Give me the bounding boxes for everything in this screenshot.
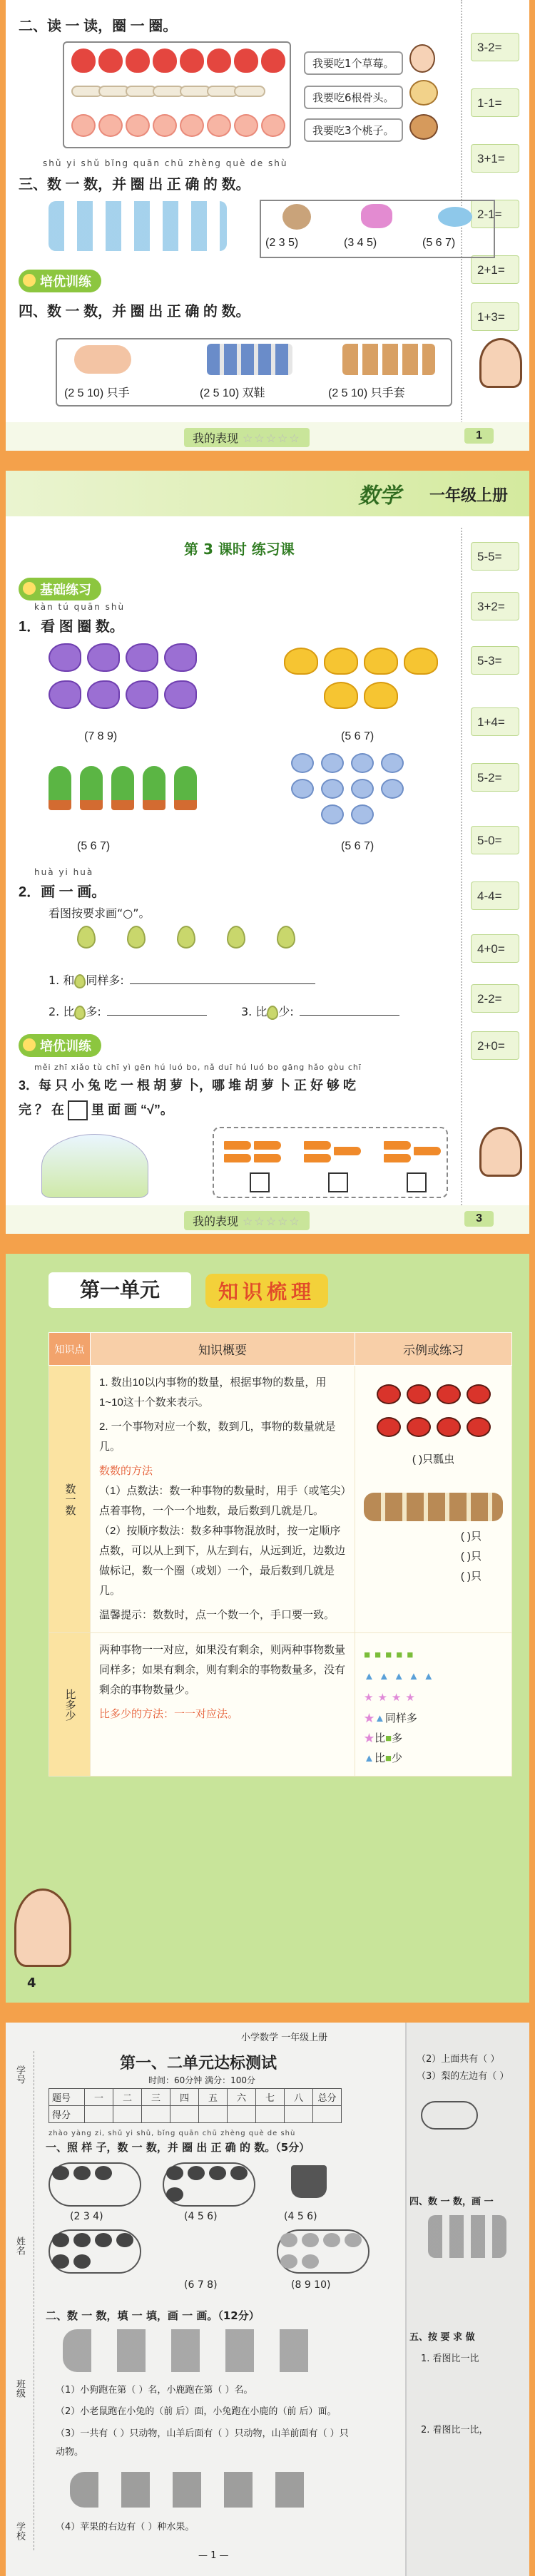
ladybug-icon [377, 1384, 401, 1404]
fish-icon [438, 207, 472, 227]
score-col: 总分 [313, 2089, 342, 2106]
table-header-row [49, 1333, 512, 1366]
example-cell [355, 1366, 512, 1633]
option-label[interactable]: (3 4 5) [344, 237, 377, 249]
task4-box [56, 338, 452, 407]
answer-chip[interactable]: 5-0= [471, 826, 519, 854]
summary-line: 1. 数出10以内事物的数量，根据事物的数量，用1~10这十个数来表示。 [99, 1376, 327, 1409]
carrot-box [213, 1127, 448, 1198]
q3-line2: 完 ？ 在 里 面 画 “√”。 [19, 1100, 173, 1120]
dot-icon [52, 2254, 69, 2269]
example-cell [355, 1633, 512, 1777]
cactus-icon[interactable] [49, 766, 71, 810]
fish-icon[interactable] [87, 643, 120, 672]
mouse-icon[interactable] [351, 753, 374, 773]
balloon-row [77, 926, 334, 961]
knowledge-page [6, 1254, 529, 2003]
score-table [49, 2088, 342, 2123]
example-answer[interactable]: ( )只瓢虫 [412, 1453, 455, 1466]
counting-oval [49, 2162, 141, 2207]
score-col: 一 [85, 2089, 113, 2106]
knowledge-table [49, 1332, 512, 1777]
summary-title: 知识梳理 [205, 1274, 328, 1308]
balloon-icon [74, 1006, 86, 1020]
summary-cell [91, 1633, 355, 1777]
balloon-icon[interactable] [227, 926, 245, 949]
girl-illustration-icon [479, 1127, 522, 1177]
workbook-page-1 [6, 0, 529, 451]
ladybug-icon [377, 1417, 401, 1437]
q2-title: 2．画 一 画。 [19, 884, 106, 900]
dot-icon [280, 2254, 297, 2269]
speech-bubble: 我要吃6根骨头。 [304, 86, 403, 109]
chick-group [284, 648, 469, 719]
girl-illustration-icon [479, 338, 522, 388]
answer-chip[interactable]: 1+4= [471, 707, 519, 736]
option-label[interactable]: (5 6 7) [77, 840, 111, 852]
mouse-icon[interactable] [321, 804, 344, 824]
test-title: 第一、二单元达标测试 [120, 2055, 277, 2072]
option-label[interactable]: (2 3 5) [265, 237, 299, 249]
q2-pinyin: huà yi huà [34, 867, 94, 877]
carrot-icon [334, 1147, 361, 1155]
score-cell[interactable] [85, 2106, 113, 2123]
balloon-icon[interactable] [127, 926, 146, 949]
right-item: （2）上面共有（ ） [417, 2054, 500, 2065]
shapes-icon [421, 2101, 478, 2130]
mouse-icon[interactable] [291, 779, 314, 799]
answer-chip[interactable]: 2+0= [471, 1031, 519, 1060]
answer-line[interactable] [300, 1015, 399, 1016]
summary-line: 2. 一个事物对应一个数，数到几，事物的数量就是几。 [99, 1421, 336, 1453]
answer-chip[interactable]: 3-2= [471, 33, 519, 61]
score-header-row [49, 2089, 342, 2106]
fish-icon[interactable] [126, 680, 158, 709]
score-col: 六 [228, 2089, 256, 2106]
trees-icon [428, 2215, 506, 2258]
dot-icon [73, 2166, 91, 2180]
chick-icon[interactable] [324, 682, 358, 709]
score-col: 三 [142, 2089, 170, 2106]
rating-stars[interactable]: ☆☆☆☆☆ [243, 433, 301, 445]
fish-icon[interactable] [126, 643, 158, 672]
fish-icon[interactable] [49, 680, 81, 709]
q2-title: 二、数 一 数，填 一 填，画 一 画。（12分） [46, 2309, 260, 2322]
strawberry-icon[interactable] [261, 48, 285, 73]
score-cell[interactable] [313, 2106, 342, 2123]
ladybug-icon [407, 1417, 431, 1437]
score-cell[interactable] [256, 2106, 285, 2123]
score-col: 五 [199, 2089, 228, 2106]
strawberry-icon[interactable] [98, 48, 123, 73]
check-box[interactable] [328, 1172, 348, 1192]
strawberry-icon[interactable] [207, 48, 231, 73]
strawberry-icon[interactable] [71, 48, 96, 73]
score-col: 八 [285, 2089, 313, 2106]
rabbits-illustration-icon [41, 1134, 148, 1198]
margin-label: 学号 [14, 2065, 25, 2084]
peach-icon[interactable] [234, 114, 258, 137]
option-label[interactable]: (6 7 8) [184, 2279, 218, 2291]
q2-instruction: 看图按要求画“○”。 [49, 906, 151, 920]
balloon-icon[interactable] [77, 926, 96, 949]
cactus-icon[interactable] [111, 766, 134, 810]
carrot-icon [254, 1141, 281, 1150]
compare-line: ★比■多 [364, 1732, 403, 1744]
summary-heading: 数数的方法 [99, 1465, 153, 1477]
chick-icon[interactable] [364, 682, 398, 709]
score-cell[interactable] [228, 2106, 256, 2123]
dot-icon [302, 2233, 319, 2247]
q1-pinyin: zhào yàng zi, shǔ yi shǔ, bǐng quān chū zhèng què de shù [49, 2130, 296, 2137]
q2-item: （3）一共有（ ）只动物，山羊后面有（ ）只动物，山羊前面有（ ）只动物。 [56, 2428, 349, 2458]
option-label[interactable]: (4 5 6) [284, 2211, 317, 2222]
q3-pinyin: měi zhī xiǎo tù chī yì gēn hú luó bo, nǎ duī hú luó bo gāng hǎo gòu chī [34, 1063, 362, 1072]
fish-icon[interactable] [49, 643, 81, 672]
balloon-icon [267, 1006, 278, 1020]
check-box[interactable] [407, 1172, 427, 1192]
bone-icon[interactable] [234, 86, 265, 97]
balloon-icon[interactable] [177, 926, 195, 949]
fish-icon[interactable] [87, 680, 120, 709]
animal-row [364, 1493, 503, 1521]
chick-icon[interactable] [324, 648, 358, 675]
carrot-icon [414, 1147, 441, 1155]
option-label[interactable]: (2 3 4) [70, 2211, 103, 2222]
dot-icon [345, 2233, 362, 2247]
unit-title: 第一单元 [49, 1272, 191, 1308]
page-footer [6, 1205, 529, 1234]
cactus-group [49, 766, 220, 823]
monkey-icon [409, 114, 438, 140]
answer-chip[interactable]: 4+0= [471, 934, 519, 963]
cactus-icon[interactable] [80, 766, 103, 810]
chick-icon[interactable] [364, 648, 398, 675]
right-page [405, 2023, 529, 2576]
example-answer[interactable]: ( )只 [460, 1530, 482, 1543]
dot-icon [188, 2166, 205, 2180]
answer-chip[interactable]: 2+1= [471, 255, 519, 284]
peach-icon[interactable] [126, 114, 150, 137]
check-box[interactable] [250, 1172, 270, 1192]
carrot-icon [254, 1154, 281, 1162]
counting-oval [163, 2162, 255, 2207]
compare-line: ★▲同样多 [364, 1712, 417, 1724]
column-header: 知识概要 [91, 1333, 355, 1366]
right-item: 五、按 要 求 做 [409, 2332, 475, 2343]
example-answer[interactable]: ( )只 [460, 1570, 482, 1583]
answer-chip[interactable]: 1-1= [471, 88, 519, 117]
score-cell[interactable] [199, 2106, 228, 2123]
option-label[interactable]: (7 8 9) [84, 730, 118, 742]
carrot-icon [304, 1154, 331, 1162]
q1-title: 1．看 图 圈 数。 [19, 619, 124, 635]
peach-icon[interactable] [71, 114, 96, 137]
q2-item: （2）小老鼠跑在小兔的（前 后）面，小兔跑在小鹿的（前 后）面。 [56, 2406, 337, 2417]
score-cell[interactable] [142, 2106, 170, 2123]
mouse-icon[interactable] [291, 753, 314, 773]
dot-icon [302, 2254, 319, 2269]
cat-icon [282, 204, 311, 230]
balloon-icon [74, 974, 86, 988]
page-number: 3 [464, 1211, 494, 1227]
mouse-icon[interactable] [321, 753, 344, 773]
butterfly-icon [361, 204, 392, 228]
score-cell[interactable] [113, 2106, 142, 2123]
rating-stars[interactable]: ☆☆☆☆☆ [243, 1216, 301, 1228]
peach-icon[interactable] [207, 114, 231, 137]
carrot-icon [304, 1141, 331, 1150]
task4-title: 四、数 一 数，并 圈 出 正 确 的 数。 [19, 304, 250, 320]
fish-cat-group-icon [49, 201, 227, 251]
page-number: 1 [464, 428, 494, 444]
test-sheet-page [6, 2023, 529, 2576]
performance-label: 我的表现 ☆☆☆☆☆ [184, 428, 310, 447]
answer-chip[interactable]: 3+1= [471, 144, 519, 173]
dog-icon [409, 80, 438, 106]
mouse-group [291, 753, 434, 832]
ladybug-icon [437, 1384, 461, 1404]
child-icon [409, 44, 435, 73]
answer-chip[interactable]: 3+2= [471, 592, 519, 620]
q2-item1: 1. 和 同样多: [49, 971, 315, 988]
task3-title: 三、数 一 数，并 圈 出 正 确 的 数。 [19, 177, 250, 193]
score-col: 四 [170, 2089, 199, 2106]
option-label[interactable]: (2 5 10) 只手 [64, 387, 130, 399]
sheet-header: 小学数学 一年级上册 [241, 2033, 328, 2043]
option-label[interactable]: (5 6 7) [341, 730, 374, 742]
peach-icon[interactable] [180, 114, 204, 137]
grade-title: 一年级上册 [429, 487, 508, 505]
ladybug-grid [364, 1381, 503, 1447]
option-label[interactable]: (5 6 7) [422, 237, 456, 249]
q2-item3: 3. 比 少: [241, 1003, 399, 1020]
answer-chip[interactable]: 2-1= [471, 200, 519, 228]
carrot-icon [224, 1154, 251, 1162]
summary-cell [91, 1366, 355, 1633]
speech-bubble: 我要吃3个桃子。 [304, 118, 403, 142]
carrot-icon [384, 1141, 411, 1150]
ladybug-icon [467, 1384, 491, 1404]
answer-chip[interactable]: 5-3= [471, 646, 519, 675]
square-shapes: ■■■■■ [364, 1649, 418, 1661]
q1-title: 一、照 样 子，数 一 数，并 圈 出 正 确 的 数。（5分） [46, 2141, 310, 2154]
performance-label: 我的表现 ☆☆☆☆☆ [184, 1211, 310, 1230]
fruits-row-icon [70, 2472, 327, 2508]
margin-label: 班级 [14, 2379, 25, 2398]
right-item: 2. 看图比一比， [421, 2425, 489, 2436]
chick-icon[interactable] [284, 648, 318, 675]
fish-icon[interactable] [164, 680, 197, 709]
fish-group [41, 643, 213, 722]
dot-icon [95, 2166, 112, 2180]
dot-icon [323, 2233, 340, 2247]
ladybug-icon [407, 1384, 431, 1404]
mouse-icon[interactable] [321, 779, 344, 799]
star-shapes: ★★★★ [364, 1692, 419, 1704]
mouse-icon[interactable] [381, 779, 404, 799]
dot-icon [73, 2233, 91, 2247]
right-item: 1. 看图比一比 [421, 2353, 479, 2364]
ladybug-icon [467, 1417, 491, 1437]
mouse-icon[interactable] [351, 804, 374, 824]
strawberry-icon[interactable] [234, 48, 258, 73]
advanced-training-badge: 培优训练 [19, 270, 101, 292]
answer-chip[interactable]: 5-2= [471, 763, 519, 792]
dot-icon [73, 2254, 91, 2269]
answer-chip[interactable]: 4-4= [471, 881, 519, 910]
cactus-icon[interactable] [143, 766, 165, 810]
counting-oval [277, 2229, 370, 2274]
q2-item2: 2. 比 多: [49, 1003, 207, 1020]
animals-row-icon [63, 2329, 334, 2372]
q1-pinyin: kàn tú quān shù [34, 602, 126, 612]
peach-icon[interactable] [98, 114, 123, 137]
pail-icon [291, 2165, 327, 2198]
option-label[interactable]: (8 9 10) [291, 2279, 331, 2291]
peach-icon[interactable] [261, 114, 285, 137]
score-row [49, 2106, 342, 2123]
row-label: 比多少 [49, 1633, 91, 1777]
gloves-icon [342, 344, 435, 375]
strawberry-icon[interactable] [153, 48, 177, 73]
subject-title: 数学 [358, 484, 401, 508]
check-box[interactable] [68, 1100, 88, 1120]
test-time: 时间：60分钟 满分：100分 [148, 2075, 255, 2085]
speech-bubble: 我要吃1个草莓。 [304, 51, 403, 75]
summary-line: （2）按顺序数法：数多种事物混放时，按一定顺序点数，可以从上到下，从左到右，从远到近，边数边做标记，数一个圈（或划）一个，最后数到几就是几。 [99, 1525, 346, 1597]
option-label[interactable]: (2 5 10) 双鞋 [200, 387, 265, 399]
left-margin-labels [13, 2051, 34, 2550]
page-header [6, 471, 529, 516]
basic-practice-badge: 基础练习 [19, 578, 101, 600]
score-label: 得分 [49, 2106, 85, 2123]
ladybug-icon [437, 1417, 461, 1437]
dot-icon [166, 2187, 183, 2202]
balloon-icon[interactable] [277, 926, 295, 949]
task3-pinyin: shǔ yi shǔ bǐng quān chū zhèng què de shù [43, 158, 288, 168]
lesson-title: 第 3 课时 练习课 [184, 541, 295, 558]
chick-icon[interactable] [404, 648, 438, 675]
answer-line[interactable] [107, 1015, 207, 1016]
summary-heading: 比多少的方法：一一对应法。 [99, 1708, 239, 1720]
q2-item: （4）苹果的右边有（ ）种水果。 [56, 2522, 195, 2532]
margin-label: 姓名 [14, 2237, 25, 2255]
option-label[interactable]: (5 6 7) [341, 840, 374, 852]
score-col: 七 [256, 2089, 285, 2106]
shape-grid [364, 1645, 503, 1709]
page-footer [6, 422, 529, 451]
hands-icon [74, 345, 131, 374]
answer-chip[interactable]: 1+3= [471, 302, 519, 331]
row-label: 数一数 [49, 1366, 91, 1633]
dot-icon [52, 2233, 69, 2247]
mouse-icon[interactable] [381, 753, 404, 773]
margin-label: 学校 [14, 2522, 25, 2540]
column-header: 知识点 [49, 1333, 91, 1366]
dot-icon [116, 2233, 133, 2247]
counting-oval [49, 2229, 141, 2274]
dot-icon [95, 2233, 112, 2247]
shoes-icon [207, 344, 292, 375]
dot-icon [280, 2233, 297, 2247]
fish-icon[interactable] [164, 643, 197, 672]
mouse-icon[interactable] [351, 779, 374, 799]
table-row [49, 1633, 512, 1777]
strawberry-icon[interactable] [126, 48, 150, 73]
q2-item: （1）小狗跑在第（ ）名，小鹿跑在第（ ）名。 [56, 2385, 253, 2396]
carrot-icon [384, 1154, 411, 1162]
column-header: 示例或练习 [355, 1333, 512, 1366]
table-row [49, 1366, 512, 1633]
girl-illustration-icon [14, 1888, 71, 1967]
answer-grid [260, 200, 495, 258]
score-label: 题号 [49, 2089, 85, 2106]
option-label[interactable]: (4 5 6) [184, 2211, 218, 2222]
right-item: （3）梨的左边有（ ） [417, 2071, 509, 2082]
summary-line: 两种事物一一对应，如果没有剩余，则两种事物数量同样多；如果有剩余，则有剩余的事物数量多，没有剩余的事物数量少。 [99, 1644, 346, 1696]
summary-line: （1）点数法：数一种事物的数量时，用手（或笔尖）点着事物，一个一个地数，最后数到几就是几。 [99, 1485, 346, 1517]
advanced-training-badge: 培优训练 [19, 1034, 101, 1057]
workbook-page-2 [6, 471, 529, 1234]
score-cell[interactable] [285, 2106, 313, 2123]
triangle-shapes: ▲▲▲▲▲ [364, 1670, 439, 1682]
task2-title: 二、读 一 读，圈 一 圈。 [19, 19, 178, 34]
score-cell[interactable] [170, 2106, 199, 2123]
answer-chip[interactable]: 5-5= [471, 542, 519, 571]
strawberry-icon[interactable] [180, 48, 204, 73]
option-label[interactable]: (2 5 10) 只手套 [328, 387, 405, 399]
dot-icon [52, 2166, 69, 2180]
dot-icon [230, 2166, 248, 2180]
q3-line1: 3．每 只 小 兔 吃 一 根 胡 萝 卜，哪 堆 胡 萝 卜 正 好 够 吃 [19, 1078, 357, 1093]
dot-icon [209, 2166, 226, 2180]
summary-tip: 温馨提示：数数时，点一个数一个，手口要一致。 [99, 1609, 335, 1621]
dot-icon [166, 2166, 183, 2180]
cactus-icon[interactable] [174, 766, 197, 810]
answer-line[interactable] [130, 983, 315, 984]
answer-chip[interactable]: 2-2= [471, 984, 519, 1013]
peach-icon[interactable] [153, 114, 177, 137]
page-number: — 1 — [198, 2550, 229, 2561]
score-col: 二 [113, 2089, 142, 2106]
compare-line: ▲比■少 [364, 1752, 402, 1764]
example-answer[interactable]: ( )只 [460, 1550, 482, 1563]
right-item: 四、数 一 数，画 一 [409, 2197, 494, 2207]
page-number: 4 [27, 1976, 36, 1990]
carrot-icon [224, 1141, 251, 1150]
